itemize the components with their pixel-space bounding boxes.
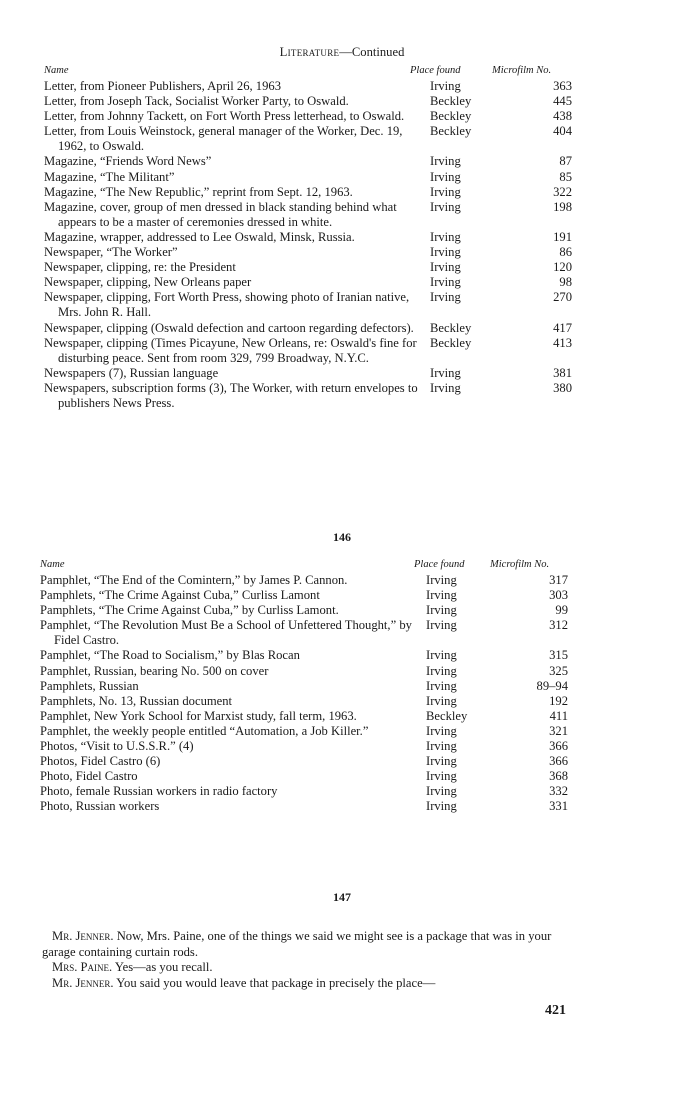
testimony-paragraph — [42, 960, 564, 976]
table-2-header — [40, 557, 568, 573]
row-place-found: Irving — [426, 663, 457, 678]
row-description: Photos, “Visit to U.S.S.R.” (4) — [40, 739, 194, 754]
row-description: Magazine, “The New Republic,” reprint from Sept. 12, 1963. — [44, 184, 353, 199]
table-row — [40, 648, 568, 663]
row-place-found: Beckley — [430, 335, 472, 350]
section-heading — [0, 45, 684, 60]
table-2-rows — [40, 573, 568, 815]
table-row — [44, 230, 572, 245]
row-microfilm-no: 191 — [553, 229, 572, 244]
row-place-found: Beckley — [430, 124, 472, 139]
testimony-block — [42, 929, 564, 991]
row-place-found: Irving — [426, 588, 457, 603]
row-description: Photo, Russian workers — [40, 799, 160, 814]
row-place-found: Irving — [426, 603, 457, 618]
row-description: Pamphlets, Russian — [40, 678, 139, 693]
row-place-found: Irving — [426, 723, 457, 738]
row-description: Newspaper, “The Worker” — [44, 245, 178, 260]
row-description: Pamphlets, No. 13, Russian document — [40, 693, 233, 708]
row-place-found: Irving — [430, 154, 461, 169]
row-place-found: Irving — [430, 275, 461, 290]
table-row — [44, 245, 572, 260]
row-description: Letter, from Joseph Tack, Socialist Worker Party, to Oswald. — [44, 94, 349, 109]
row-microfilm-no: 331 — [549, 799, 568, 814]
row-place-found: Irving — [430, 79, 461, 93]
row-microfilm-no: 86 — [559, 245, 572, 260]
row-microfilm-no: 366 — [549, 754, 568, 769]
table-row — [40, 573, 568, 588]
row-microfilm-no: 87 — [559, 154, 572, 169]
table-row — [44, 170, 572, 185]
row-place-found: Irving — [430, 245, 461, 260]
row-microfilm-no: 120 — [553, 260, 572, 275]
page-number-146: 146 — [333, 530, 351, 544]
row-description: Newspaper, clipping, New Orleans paper — [44, 275, 252, 290]
row-place-found: Irving — [430, 290, 461, 305]
row-microfilm-no: 321 — [549, 723, 568, 738]
row-description: Letter, from Louis Weinstock, general manager of the Worker, Dec. 19, 1962, to Oswald. — [44, 124, 403, 154]
table-row — [40, 588, 568, 603]
row-microfilm-no: 413 — [553, 335, 572, 350]
row-microfilm-no: 332 — [549, 784, 568, 799]
table-row — [40, 769, 568, 784]
table-row — [40, 739, 568, 754]
row-description: Pamphlets, “The Crime Against Cuba,” Curliss Lamont — [40, 588, 320, 603]
row-place-found: Irving — [430, 365, 461, 380]
speaker-name: Mrs. Paine. — [52, 960, 113, 975]
row-microfilm-no: 381 — [553, 365, 572, 380]
row-microfilm-no: 192 — [549, 693, 568, 708]
row-description: Pamphlet, “The Road to Socialism,” by Blas Rocan — [40, 648, 300, 663]
row-place-found: Beckley — [426, 708, 468, 723]
table-row — [44, 109, 572, 124]
row-microfilm-no: 303 — [549, 588, 568, 603]
testimony-paragraph — [42, 976, 564, 992]
speaker-name: Mr. Jenner. — [52, 929, 114, 943]
folio-page-number: 421 — [545, 1003, 566, 1018]
row-microfilm-no: 363 — [553, 79, 572, 93]
row-microfilm-no: 445 — [553, 94, 572, 109]
table-row — [40, 679, 568, 694]
row-microfilm-no: 366 — [549, 739, 568, 754]
row-description: Magazine, “Friends Word News” — [44, 154, 212, 169]
row-place-found: Irving — [426, 573, 457, 587]
row-microfilm-no: 198 — [553, 199, 572, 214]
row-microfilm-no: 312 — [549, 618, 568, 633]
row-description: Pamphlet, New York School for Marxist study, fall term, 1963. — [40, 708, 357, 723]
header-microfilm-no: Microfilm No. — [490, 559, 550, 570]
row-microfilm-no: 315 — [549, 648, 568, 663]
row-description: Letter, from Johnny Tackett, on Fort Worth Press letterhead, to Oswald. — [44, 109, 405, 124]
table-row — [40, 784, 568, 799]
row-place-found: Irving — [426, 678, 457, 693]
literature-table-1 — [44, 63, 572, 411]
table-row — [44, 366, 572, 381]
row-microfilm-no: 322 — [553, 184, 572, 199]
table-row — [44, 124, 572, 154]
table-1-header — [44, 63, 572, 79]
row-microfilm-no: 325 — [549, 663, 568, 678]
heading-title: Literature — [279, 45, 340, 59]
row-microfilm-no: 270 — [553, 290, 572, 305]
table-row — [44, 381, 572, 411]
row-place-found: Irving — [430, 229, 461, 244]
row-place-found: Irving — [430, 260, 461, 275]
header-name: Name — [40, 559, 65, 570]
row-place-found: Beckley — [430, 94, 472, 109]
row-place-found: Irving — [430, 184, 461, 199]
row-microfilm-no: 380 — [553, 380, 572, 395]
row-description: Pamphlet, “The End of the Comintern,” by James P. Cannon. — [40, 573, 348, 587]
table-row — [44, 275, 572, 290]
row-description: Letter, from Pioneer Publishers, April 26, 1963 — [44, 79, 281, 93]
row-microfilm-no: 438 — [553, 109, 572, 124]
table-row — [44, 185, 572, 200]
row-description: Photos, Fidel Castro (6) — [40, 754, 161, 769]
row-description: Newspapers (7), Russian language — [44, 365, 219, 380]
row-microfilm-no: 98 — [559, 275, 572, 290]
speaker-text: Now, Mrs. Paine, one of the things we said we might see is a package that was in your garage containing curtain rods. — [42, 929, 552, 959]
row-place-found: Irving — [430, 169, 461, 184]
row-place-found: Irving — [430, 199, 461, 214]
row-description: Newspaper, clipping, re: the President — [44, 260, 236, 275]
speaker-name: Mr. Jenner. — [52, 975, 114, 990]
row-description: Photo, Fidel Castro — [40, 769, 138, 784]
table-row — [40, 799, 568, 814]
heading-continued: —Continued — [339, 45, 405, 59]
testimony-paragraph — [42, 929, 564, 960]
table-row — [44, 336, 572, 366]
table-row — [44, 321, 572, 336]
row-microfilm-no: 411 — [549, 708, 568, 723]
table-row — [44, 79, 572, 94]
table-row — [44, 290, 572, 320]
row-microfilm-no: 368 — [549, 769, 568, 784]
page-number-147: 147 — [333, 890, 351, 904]
row-description: Pamphlet, Russian, bearing No. 500 on cover — [40, 663, 269, 678]
table-row — [44, 260, 572, 275]
row-microfilm-no: 317 — [549, 573, 568, 587]
row-place-found: Irving — [426, 648, 457, 663]
table-1-rows — [44, 79, 572, 411]
table-row — [40, 709, 568, 724]
row-place-found: Irving — [426, 799, 457, 814]
row-microfilm-no: 417 — [553, 320, 572, 335]
table-row — [40, 603, 568, 618]
table-row — [40, 694, 568, 709]
row-place-found: Irving — [426, 618, 457, 633]
row-description: Newspapers, subscription forms (3), The Worker, with return envelopes to publishers News Press. — [44, 380, 418, 410]
table-row — [44, 154, 572, 169]
row-description: Pamphlet, “The Revolution Must Be a School of Unfettered Thought,” by Fidel Castro. — [40, 618, 412, 648]
header-place-found: Place found — [410, 65, 461, 76]
row-description: Magazine, “The Militant” — [44, 169, 175, 184]
row-place-found: Irving — [426, 739, 457, 754]
row-place-found: Irving — [426, 784, 457, 799]
row-description: Newspaper, clipping, Fort Worth Press, showing photo of Iranian native, Mrs. John R. Hall. — [44, 290, 410, 320]
row-place-found: Irving — [426, 769, 457, 784]
row-description: Newspaper, clipping (Oswald defection and cartoon regarding defectors). — [44, 320, 414, 335]
row-microfilm-no: 99 — [555, 603, 568, 618]
table-row — [44, 200, 572, 230]
row-description: Magazine, wrapper, addressed to Lee Oswald, Minsk, Russia. — [44, 229, 355, 244]
row-description: Magazine, cover, group of men dressed in black standing behind what appears to be a master of ceremonies dressed in white. — [44, 199, 397, 229]
table-row — [40, 724, 568, 739]
row-description: Newspaper, clipping (Times Picayune, New Orleans, re: Oswald's fine for disturbing peace. Sent from room 329, 799 Broadway, N.Y.C. — [44, 335, 417, 365]
table-row — [40, 618, 568, 648]
table-row — [40, 754, 568, 769]
table-row — [44, 94, 572, 109]
header-name: Name — [44, 65, 69, 76]
row-place-found: Irving — [426, 754, 457, 769]
speaker-text: Yes—as you recall. — [112, 960, 213, 975]
literature-table-2 — [40, 557, 568, 815]
header-place-found: Place found — [414, 559, 465, 570]
speaker-text: You said you would leave that package in precisely the place— — [113, 975, 436, 990]
row-place-found: Beckley — [430, 109, 472, 124]
header-microfilm-no: Microfilm No. — [492, 65, 552, 76]
row-microfilm-no: 404 — [553, 124, 572, 139]
row-place-found: Irving — [430, 380, 461, 395]
row-description: Photo, female Russian workers in radio factory — [40, 784, 278, 799]
row-description: Pamphlet, the weekly people entitled “Automation, a Job Killer.” — [40, 723, 369, 738]
table-row — [40, 664, 568, 679]
row-microfilm-no: 85 — [559, 169, 572, 184]
row-place-found: Beckley — [430, 320, 472, 335]
row-microfilm-no: 89–94 — [536, 678, 568, 693]
row-place-found: Irving — [426, 693, 457, 708]
row-description: Pamphlets, “The Crime Against Cuba,” by Curliss Lamont. — [40, 603, 339, 618]
